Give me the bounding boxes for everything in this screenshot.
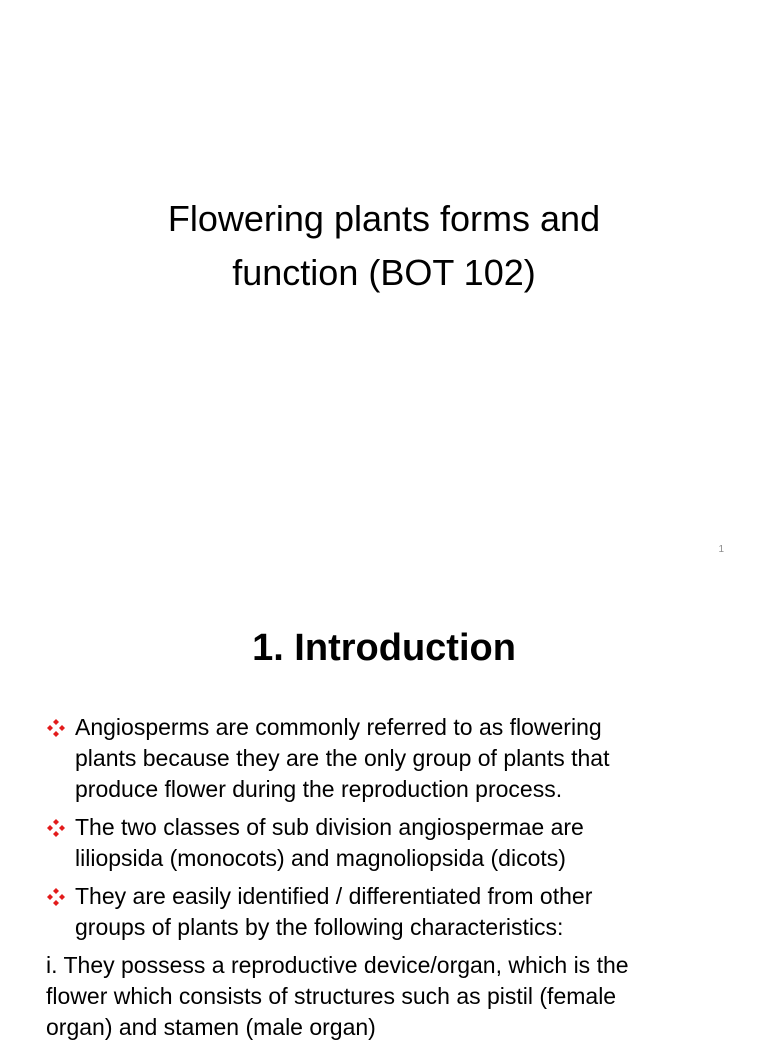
- diamond-bullet-icon: [46, 718, 66, 738]
- slide-2: [0, 577, 768, 1040]
- characteristic-paragraph: [46, 950, 746, 1043]
- bullet-text-line: groups of plants by the following characteristics:: [75, 914, 564, 940]
- bullet-text-line: produce flower during the reproduction process.: [75, 776, 563, 802]
- bullet-text-line: They are easily identified / differentiated from other: [75, 883, 593, 909]
- slide-number: 1: [718, 544, 724, 555]
- slide-2-title: 1. Introduction: [252, 627, 516, 669]
- bullet-item: [46, 812, 746, 874]
- paragraph-line: i. They possess a reproductive device/organ, which is the: [46, 952, 629, 978]
- bullet-item: [46, 881, 746, 943]
- slide-1-title: [0, 192, 768, 300]
- bullet-text-line: The two classes of sub division angiospermae are: [75, 814, 584, 840]
- diamond-bullet-icon: [46, 887, 66, 907]
- diamond-bullet-icon: [46, 818, 66, 838]
- paragraph-line: organ) and stamen (male organ): [46, 1014, 376, 1040]
- slide-1-title-line-2: function (BOT 102): [232, 252, 536, 293]
- slide-1-title-line-1: Flowering plants forms and: [167, 198, 601, 239]
- bullet-text-line: plants because they are the only group of plants that: [75, 745, 610, 771]
- bullet-text-line: Angiosperms are commonly referred to as flowering: [75, 714, 602, 740]
- bullet-text-line: liliopsida (monocots) and magnoliopsida (dicots): [75, 845, 566, 871]
- slide-2-content: [46, 712, 746, 1043]
- paragraph-line: flower which consists of structures such as pistil (female: [46, 983, 617, 1009]
- bullet-item: [46, 712, 746, 805]
